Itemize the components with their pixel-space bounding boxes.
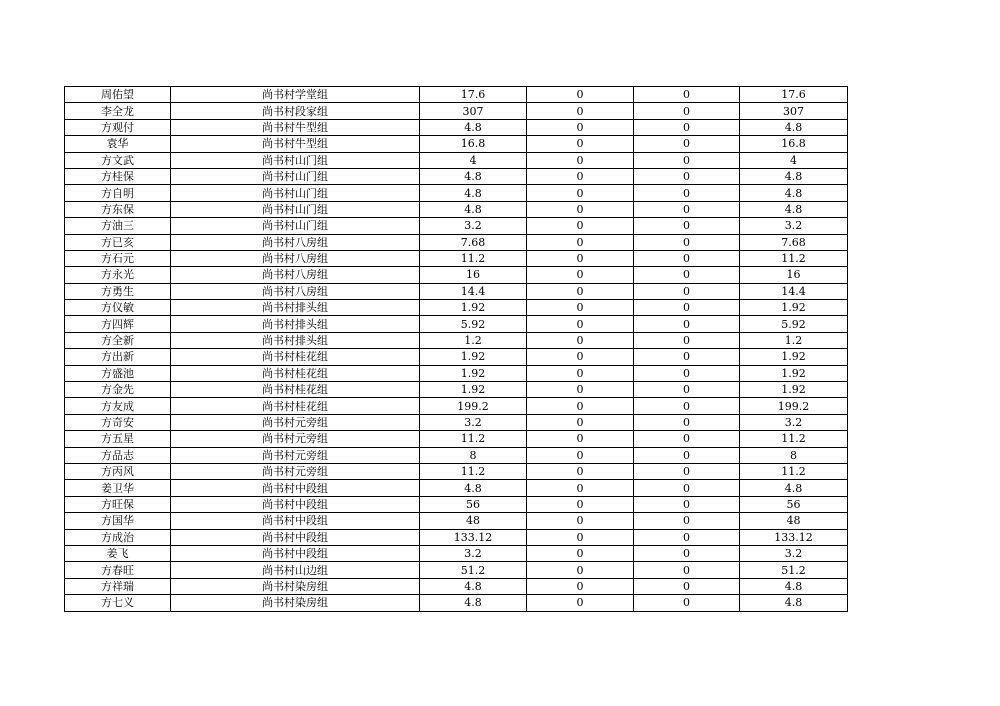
total-cell: 4.8	[740, 201, 848, 217]
zero-cell-b: 0	[634, 119, 740, 135]
zero-cell-a: 0	[527, 595, 634, 611]
table-row	[65, 349, 848, 365]
value-cell: 1.92	[420, 300, 527, 316]
total-cell: 16.8	[740, 136, 848, 152]
value-cell: 4.8	[420, 168, 527, 184]
table-row	[65, 152, 848, 168]
zero-cell-a: 0	[527, 87, 634, 103]
table-row	[65, 414, 848, 430]
zero-cell-b: 0	[634, 168, 740, 184]
zero-cell-a: 0	[527, 185, 634, 201]
group-cell: 尚书村八房组	[171, 234, 420, 250]
value-cell: 11.2	[420, 431, 527, 447]
table-row	[65, 267, 848, 283]
group-cell: 尚书村排头组	[171, 332, 420, 348]
total-cell: 8	[740, 447, 848, 463]
zero-cell-b: 0	[634, 496, 740, 512]
zero-cell-b: 0	[634, 136, 740, 152]
value-cell: 7.68	[420, 234, 527, 250]
name-cell: 方已亥	[65, 234, 171, 250]
total-cell: 1.92	[740, 349, 848, 365]
zero-cell-a: 0	[527, 349, 634, 365]
total-cell: 11.2	[740, 463, 848, 479]
value-cell: 1.92	[420, 382, 527, 398]
zero-cell-b: 0	[634, 316, 740, 332]
zero-cell-b: 0	[634, 250, 740, 266]
group-cell: 尚书村桂花组	[171, 382, 420, 398]
zero-cell-b: 0	[634, 185, 740, 201]
name-cell: 方友成	[65, 398, 171, 414]
zero-cell-a: 0	[527, 447, 634, 463]
zero-cell-a: 0	[527, 513, 634, 529]
table-row	[65, 332, 848, 348]
value-cell: 4.8	[420, 119, 527, 135]
group-cell: 尚书村元旁组	[171, 447, 420, 463]
zero-cell-b: 0	[634, 529, 740, 545]
total-cell: 1.92	[740, 300, 848, 316]
value-cell: 3.2	[420, 545, 527, 561]
value-cell: 8	[420, 447, 527, 463]
value-cell: 11.2	[420, 250, 527, 266]
group-cell: 尚书村元旁组	[171, 431, 420, 447]
total-cell: 17.6	[740, 87, 848, 103]
value-cell: 3.2	[420, 414, 527, 430]
name-cell: 方祥瑞	[65, 578, 171, 594]
zero-cell-a: 0	[527, 136, 634, 152]
value-cell: 1.2	[420, 332, 527, 348]
total-cell: 14.4	[740, 283, 848, 299]
zero-cell-a: 0	[527, 545, 634, 561]
total-cell: 48	[740, 513, 848, 529]
zero-cell-b: 0	[634, 562, 740, 578]
total-cell: 4.8	[740, 595, 848, 611]
group-cell: 尚书村元旁组	[171, 463, 420, 479]
name-cell: 方七义	[65, 595, 171, 611]
zero-cell-a: 0	[527, 300, 634, 316]
value-cell: 48	[420, 513, 527, 529]
table-row	[65, 218, 848, 234]
zero-cell-b: 0	[634, 447, 740, 463]
value-cell: 4.8	[420, 480, 527, 496]
zero-cell-b: 0	[634, 332, 740, 348]
total-cell: 4.8	[740, 480, 848, 496]
table-row	[65, 185, 848, 201]
zero-cell-a: 0	[527, 414, 634, 430]
group-cell: 尚书村牛型组	[171, 136, 420, 152]
total-cell: 3.2	[740, 545, 848, 561]
total-cell: 1.92	[740, 365, 848, 381]
value-cell: 51.2	[420, 562, 527, 578]
zero-cell-a: 0	[527, 234, 634, 250]
zero-cell-b: 0	[634, 431, 740, 447]
value-cell: 4.8	[420, 185, 527, 201]
group-cell: 尚书村八房组	[171, 267, 420, 283]
group-cell: 尚书村山门组	[171, 218, 420, 234]
table-row	[65, 431, 848, 447]
group-cell: 尚书村染房组	[171, 578, 420, 594]
zero-cell-a: 0	[527, 365, 634, 381]
group-cell: 尚书村桂花组	[171, 365, 420, 381]
zero-cell-a: 0	[527, 119, 634, 135]
zero-cell-b: 0	[634, 414, 740, 430]
total-cell: 5.92	[740, 316, 848, 332]
group-cell: 尚书村排头组	[171, 316, 420, 332]
group-cell: 尚书村牛型组	[171, 119, 420, 135]
total-cell: 56	[740, 496, 848, 512]
name-cell: 方金先	[65, 382, 171, 398]
table-row	[65, 87, 848, 103]
group-cell: 尚书村八房组	[171, 250, 420, 266]
zero-cell-b: 0	[634, 201, 740, 217]
table-row	[65, 480, 848, 496]
zero-cell-a: 0	[527, 398, 634, 414]
group-cell: 尚书村桂花组	[171, 398, 420, 414]
zero-cell-a: 0	[527, 332, 634, 348]
table-row	[65, 234, 848, 250]
zero-cell-b: 0	[634, 545, 740, 561]
value-cell: 4.8	[420, 578, 527, 594]
table-row	[65, 463, 848, 479]
value-cell: 16.8	[420, 136, 527, 152]
zero-cell-b: 0	[634, 365, 740, 381]
table-row	[65, 300, 848, 316]
zero-cell-a: 0	[527, 562, 634, 578]
table-row	[65, 578, 848, 594]
total-cell: 307	[740, 103, 848, 119]
zero-cell-b: 0	[634, 283, 740, 299]
total-cell: 4	[740, 152, 848, 168]
group-cell: 尚书村山门组	[171, 152, 420, 168]
group-cell: 尚书村中段组	[171, 513, 420, 529]
value-cell: 4.8	[420, 201, 527, 217]
name-cell: 方成治	[65, 529, 171, 545]
group-cell: 尚书村中段组	[171, 480, 420, 496]
total-cell: 3.2	[740, 414, 848, 430]
group-cell: 尚书村中段组	[171, 496, 420, 512]
total-cell: 4.8	[740, 119, 848, 135]
total-cell: 11.2	[740, 250, 848, 266]
value-cell: 11.2	[420, 463, 527, 479]
value-cell: 133.12	[420, 529, 527, 545]
table-row	[65, 316, 848, 332]
name-cell: 方仪敏	[65, 300, 171, 316]
group-cell: 尚书村山门组	[171, 168, 420, 184]
group-cell: 尚书村染房组	[171, 595, 420, 611]
zero-cell-b: 0	[634, 398, 740, 414]
table-row	[65, 250, 848, 266]
table-row	[65, 103, 848, 119]
group-cell: 尚书村学堂组	[171, 87, 420, 103]
table-row	[65, 496, 848, 512]
zero-cell-b: 0	[634, 218, 740, 234]
data-table	[64, 86, 848, 612]
name-cell: 周佑望	[65, 87, 171, 103]
group-cell: 尚书村桂花组	[171, 349, 420, 365]
table-row	[65, 529, 848, 545]
group-cell: 尚书村山门组	[171, 185, 420, 201]
name-cell: 方观付	[65, 119, 171, 135]
zero-cell-a: 0	[527, 218, 634, 234]
zero-cell-a: 0	[527, 463, 634, 479]
table-body	[65, 87, 848, 612]
value-cell: 56	[420, 496, 527, 512]
zero-cell-a: 0	[527, 201, 634, 217]
zero-cell-b: 0	[634, 578, 740, 594]
table-row	[65, 365, 848, 381]
zero-cell-a: 0	[527, 283, 634, 299]
name-cell: 方勇生	[65, 283, 171, 299]
total-cell: 199.2	[740, 398, 848, 414]
name-cell: 方四辉	[65, 316, 171, 332]
table-row	[65, 398, 848, 414]
table-row	[65, 562, 848, 578]
zero-cell-b: 0	[634, 152, 740, 168]
zero-cell-a: 0	[527, 431, 634, 447]
table-row	[65, 283, 848, 299]
zero-cell-a: 0	[527, 267, 634, 283]
value-cell: 199.2	[420, 398, 527, 414]
table-row	[65, 513, 848, 529]
total-cell: 133.12	[740, 529, 848, 545]
value-cell: 16	[420, 267, 527, 283]
value-cell: 5.92	[420, 316, 527, 332]
zero-cell-a: 0	[527, 250, 634, 266]
total-cell: 7.68	[740, 234, 848, 250]
table-row	[65, 545, 848, 561]
total-cell: 3.2	[740, 218, 848, 234]
name-cell: 方石元	[65, 250, 171, 266]
name-cell: 方盛池	[65, 365, 171, 381]
zero-cell-a: 0	[527, 480, 634, 496]
zero-cell-b: 0	[634, 382, 740, 398]
zero-cell-b: 0	[634, 87, 740, 103]
table-row	[65, 168, 848, 184]
value-cell: 17.6	[420, 87, 527, 103]
table-row	[65, 119, 848, 135]
zero-cell-b: 0	[634, 103, 740, 119]
zero-cell-b: 0	[634, 349, 740, 365]
table-row	[65, 382, 848, 398]
value-cell: 4.8	[420, 595, 527, 611]
name-cell: 方永光	[65, 267, 171, 283]
name-cell: 姜飞	[65, 545, 171, 561]
group-cell: 尚书村中段组	[171, 545, 420, 561]
name-cell: 方文武	[65, 152, 171, 168]
value-cell: 1.92	[420, 365, 527, 381]
table-row	[65, 136, 848, 152]
name-cell: 方油三	[65, 218, 171, 234]
total-cell: 16	[740, 267, 848, 283]
zero-cell-a: 0	[527, 496, 634, 512]
zero-cell-a: 0	[527, 103, 634, 119]
zero-cell-b: 0	[634, 463, 740, 479]
group-cell: 尚书村中段组	[171, 529, 420, 545]
zero-cell-b: 0	[634, 300, 740, 316]
group-cell: 尚书村排头组	[171, 300, 420, 316]
total-cell: 1.92	[740, 382, 848, 398]
name-cell: 李全龙	[65, 103, 171, 119]
zero-cell-b: 0	[634, 513, 740, 529]
total-cell: 4.8	[740, 168, 848, 184]
total-cell: 1.2	[740, 332, 848, 348]
value-cell: 3.2	[420, 218, 527, 234]
value-cell: 4	[420, 152, 527, 168]
name-cell: 方丙风	[65, 463, 171, 479]
zero-cell-a: 0	[527, 382, 634, 398]
name-cell: 方五星	[65, 431, 171, 447]
value-cell: 14.4	[420, 283, 527, 299]
group-cell: 尚书村八房组	[171, 283, 420, 299]
name-cell: 方全新	[65, 332, 171, 348]
total-cell: 4.8	[740, 185, 848, 201]
name-cell: 方自明	[65, 185, 171, 201]
name-cell: 姜卫华	[65, 480, 171, 496]
zero-cell-a: 0	[527, 168, 634, 184]
zero-cell-a: 0	[527, 316, 634, 332]
zero-cell-a: 0	[527, 152, 634, 168]
zero-cell-b: 0	[634, 234, 740, 250]
name-cell: 方出新	[65, 349, 171, 365]
total-cell: 11.2	[740, 431, 848, 447]
table-row	[65, 595, 848, 611]
zero-cell-a: 0	[527, 578, 634, 594]
name-cell: 袁华	[65, 136, 171, 152]
name-cell: 方奇安	[65, 414, 171, 430]
zero-cell-b: 0	[634, 595, 740, 611]
value-cell: 1.92	[420, 349, 527, 365]
group-cell: 尚书村段家组	[171, 103, 420, 119]
zero-cell-b: 0	[634, 267, 740, 283]
name-cell: 方旺保	[65, 496, 171, 512]
group-cell: 尚书村元旁组	[171, 414, 420, 430]
zero-cell-a: 0	[527, 529, 634, 545]
name-cell: 方东保	[65, 201, 171, 217]
value-cell: 307	[420, 103, 527, 119]
table-row	[65, 201, 848, 217]
group-cell: 尚书村山门组	[171, 201, 420, 217]
name-cell: 方桂保	[65, 168, 171, 184]
total-cell: 4.8	[740, 578, 848, 594]
group-cell: 尚书村山边组	[171, 562, 420, 578]
zero-cell-b: 0	[634, 480, 740, 496]
table-row	[65, 447, 848, 463]
name-cell: 方国华	[65, 513, 171, 529]
total-cell: 51.2	[740, 562, 848, 578]
name-cell: 方品志	[65, 447, 171, 463]
name-cell: 方春旺	[65, 562, 171, 578]
